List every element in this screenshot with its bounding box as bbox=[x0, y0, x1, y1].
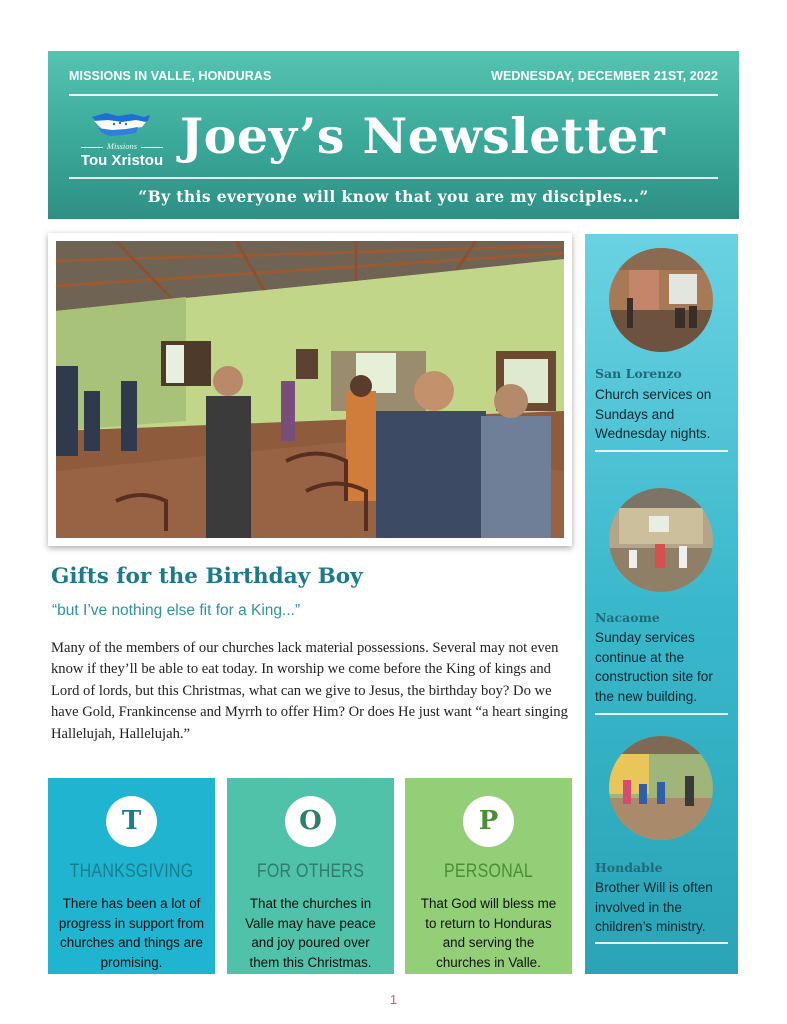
san-lorenzo-photo bbox=[609, 248, 713, 352]
prayer-letter-circle: T bbox=[106, 796, 157, 847]
sidebar-place-hondable: Hondable bbox=[595, 860, 663, 875]
main-photo-frame bbox=[48, 233, 572, 546]
prayer-box-personal bbox=[405, 778, 572, 974]
sidebar-divider bbox=[595, 942, 728, 944]
prayer-letter-circle: P bbox=[463, 796, 514, 847]
masthead-rule-bottom bbox=[69, 177, 718, 179]
article-title: Gifts for the Birthday Boy bbox=[51, 564, 363, 589]
masthead-topline bbox=[69, 69, 718, 90]
prayer-heading: PERSONAL bbox=[443, 860, 534, 882]
masthead-quote: “By this everyone will know that you are my disciples...” bbox=[138, 187, 649, 206]
sidebar-desc-san-lorenzo: Church services on Sundays and Wednesday nights. bbox=[595, 387, 712, 442]
nacaome-photo bbox=[609, 488, 713, 592]
newsletter-title: Joey’s Newsletter bbox=[180, 107, 666, 165]
sidebar-desc-hondable: Brother Will is often involved in the children’s ministry. bbox=[595, 880, 713, 935]
article-body: Many of the members of our churches lack material possessions. Several may not even know if they’ll be able to eat today. In worship we come before the King of kings and Lord of lords, but this Christmas, what can we give to Jesus, the birthday boy? Do we have Gold, Frankincense and Myrrh to offer Him? Or does He just want “a heart singing Hallelujah, Hallelujah.” bbox=[51, 640, 568, 742]
sidebar-place-san-lorenzo: San Lorenzo bbox=[595, 366, 682, 381]
construction-site-illustration bbox=[609, 488, 713, 592]
sidebar-divider bbox=[595, 450, 728, 452]
church-worship-photo bbox=[56, 241, 564, 538]
prayer-text: There has been a lot of progress in support from churches and things are promising. bbox=[58, 896, 205, 970]
prayer-text: That God will bless me to return to Honduras and serving the churches in Valle. bbox=[420, 896, 557, 970]
hondable-photo bbox=[609, 736, 713, 840]
sidebar-divider bbox=[595, 713, 728, 715]
masthead-date: WEDNESDAY, DECEMBER 21ST, 2022 bbox=[491, 68, 718, 84]
church-interior-illustration bbox=[56, 241, 564, 538]
prayer-letter-circle: O bbox=[285, 796, 336, 847]
prayer-text: That the churches in Valle may have peace and joy poured over them this Christmas. bbox=[245, 896, 376, 970]
masthead-kicker: MISSIONS IN VALLE, HONDURAS bbox=[69, 68, 272, 84]
church-room-illustration bbox=[609, 248, 713, 352]
logo-brand-text: Tou Xristou bbox=[80, 152, 164, 169]
masthead bbox=[48, 51, 739, 219]
prayer-heading: THANKSGIVING bbox=[69, 860, 194, 882]
logo bbox=[68, 107, 176, 173]
page-number: 1 bbox=[389, 992, 398, 1007]
sidebar-desc-nacaome: Sunday services continue at the construction site for the new building. bbox=[595, 630, 713, 704]
children-ministry-illustration bbox=[609, 736, 713, 840]
article-subtitle: “but I’ve nothing else fit for a King...” bbox=[52, 602, 301, 619]
prayer-heading: FOR OTHERS bbox=[256, 860, 365, 882]
logo-missions-text: Missions bbox=[68, 141, 176, 151]
prayer-box-thanksgiving bbox=[48, 778, 215, 974]
masthead-rule-top bbox=[69, 94, 718, 96]
honduras-flag-icon bbox=[88, 107, 156, 141]
sidebar bbox=[585, 234, 738, 974]
sidebar-place-nacaome: Nacaome bbox=[595, 610, 660, 625]
prayer-box-for-others bbox=[227, 778, 394, 974]
